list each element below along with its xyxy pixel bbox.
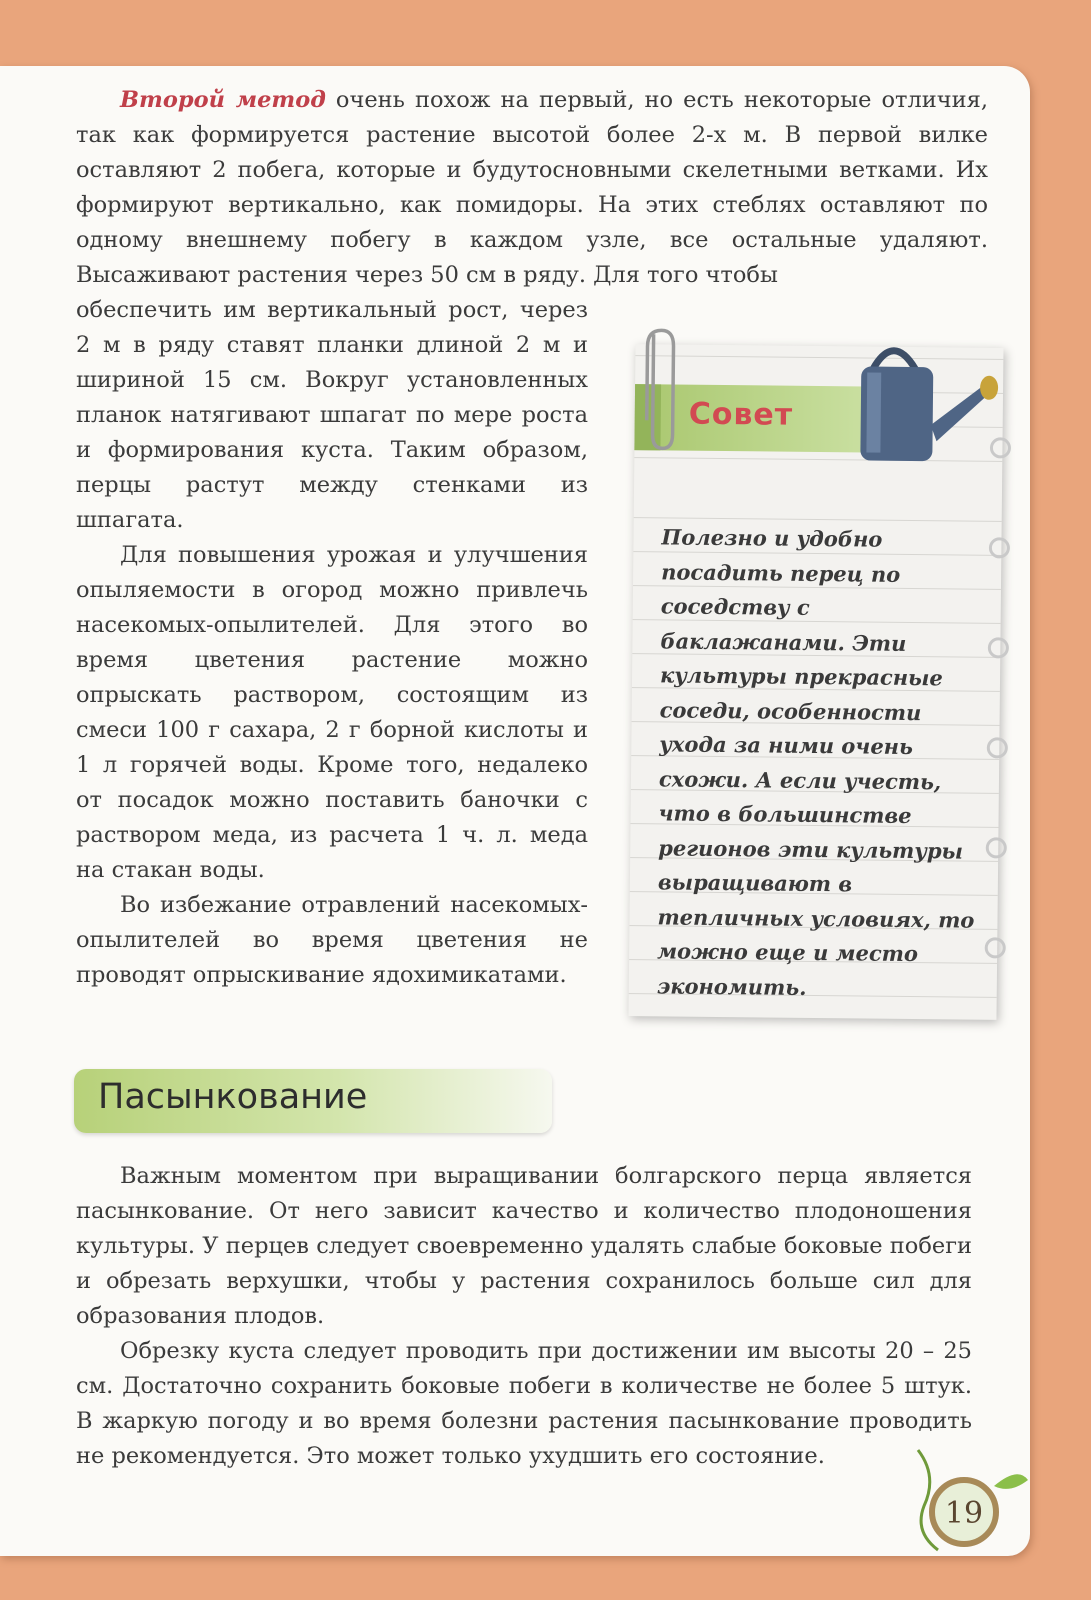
spiral-rings-icon [983,418,1019,982]
intro-text: очень похож на первый, но есть некоторые отличия, так как формируется растение высотой более 2-х м. В первой вилке оставляют 2 побега, которые и будутосновными скелетными ветками. Их формируют вертикально, как помидоры. На этих стеблях оставляют по одному внешнему побегу в каждом узле, все остальные удаляют. Высаживают растения через 50 см в ряду. Для того чтобы [76,87,988,288]
method-heading: Второй метод [120,87,326,113]
column-paragraph-3: Во избежание отравлений насекомых-опылителей во время цветения не проводят опрыскивание ядохимикатами. [76,892,588,988]
page-number-badge [898,1446,1030,1556]
tip-text: Полезно и удобно посадить перец по соседству с баклажанами. Эти культуры прекрасные соседи, особенности ухода за ними очень схожи. А если учесть, что в большинстве регионов эти культуры выращивают в тепличных условиях, то можно еще и место экономить. [656,524,975,1000]
section-title: Пасынкование [98,1077,368,1117]
tip-card [628,344,1003,1020]
book-page [0,66,1030,1556]
column-paragraph-2: Для повышения урожая и улучшения опыляемости в огород можно привлечь насекомых-опылителей. Для этого во время цветения растение можно опрыскать раствором, состоящим из смеси 100 г сахара, 2 г борной кислоты и 1 л горячей воды. Кроме того, недалеко от посадок можно поставить баночки с раствором меда, из расчета 1 ч. л. меда на стакан воды. [76,542,588,883]
intro-paragraph [76,83,988,293]
left-column [76,293,588,993]
section-paragraph-2: Обрезку куста следует проводить при достижении им высоты 20 – 25 см. Достаточно сохранить боковые побеги в количестве не более 5 штук. В жаркую погоду и во время болезни растения пасынкование проводить не рекомендуется. Это может только ухудшить его состояние. [76,1338,972,1469]
paperclip-icon [638,324,679,458]
tip-title: Совет [688,396,794,433]
section-body [76,1159,972,1474]
page-number: 19 [944,1496,984,1531]
watering-can-icon [832,328,1003,474]
section-paragraph-1: Важным моментом при выращивании болгарского перца является пасынкование. От него зависит качество и количество плодоношения культуры. У перцев следует своевременно удалять слабые боковые побеги и обрезать верхушки, чтобы у растения сохранилось больше сил для образования плодов. [76,1163,972,1329]
column-paragraph-1: обеспечить им вертикальный рост, через 2 м в ряду ставят планки длиной 2 м и шириной 15 см. Вокруг установленных планок натягивают шпагат по мере роста и формирования куста. Таким образом, перцы растут между стенками из шпагата. [76,297,588,533]
section-heading-band [74,1069,552,1133]
